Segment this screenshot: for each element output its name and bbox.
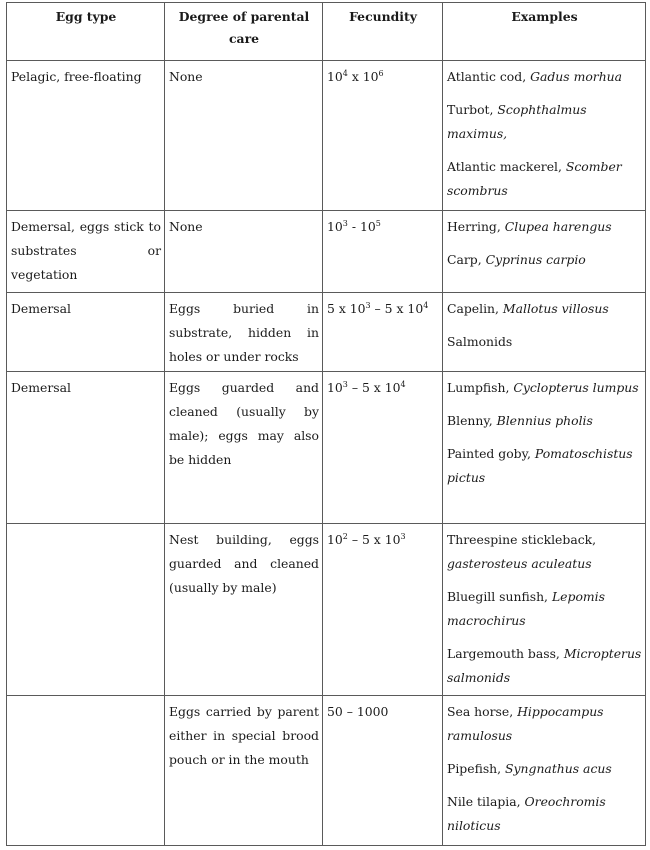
table-row bbox=[7, 61, 646, 211]
example-species bbox=[447, 757, 642, 781]
common-name: Carp, bbox=[447, 252, 486, 267]
common-name: Herring, bbox=[447, 219, 505, 234]
example-species bbox=[447, 700, 642, 748]
examples-cell bbox=[443, 211, 646, 293]
fecundity-cell bbox=[323, 293, 443, 372]
common-name: Lumpfish, bbox=[447, 380, 514, 395]
common-name: Atlantic cod, bbox=[447, 69, 531, 84]
example-species bbox=[447, 65, 642, 89]
example-species bbox=[447, 215, 642, 239]
common-name: Pipefish, bbox=[447, 761, 506, 776]
fecundity-a: 10 bbox=[327, 532, 343, 547]
header-examples: Examples bbox=[443, 3, 646, 61]
fecundity-a-exp: 3 bbox=[342, 219, 348, 228]
latin-name: Syngnathus acus bbox=[505, 761, 612, 776]
examples-cell bbox=[443, 61, 646, 211]
fecundity-a: 5 x 10 bbox=[327, 301, 366, 316]
example-species bbox=[447, 155, 642, 203]
fecundity-cell bbox=[323, 211, 443, 293]
fecundity-b-exp: 4 bbox=[423, 301, 429, 310]
egg-type-table bbox=[6, 2, 646, 846]
fecundity-a-exp: 4 bbox=[342, 69, 348, 78]
example-species bbox=[447, 642, 642, 690]
fecundity-a: 10 bbox=[327, 380, 343, 395]
fecundity-cell bbox=[323, 524, 443, 696]
common-name: Sea horse, bbox=[447, 704, 518, 719]
latin-name: Hippocampus ramulosus bbox=[447, 704, 604, 743]
common-name: Nile tilapia, bbox=[447, 794, 525, 809]
table-row bbox=[7, 211, 646, 293]
fecundity-b-exp: 6 bbox=[378, 69, 384, 78]
fecundity-a: 50 – 1000 bbox=[327, 704, 389, 719]
common-name: Threespine stickleback, bbox=[447, 532, 597, 547]
common-name: Turbot, bbox=[447, 102, 498, 117]
latin-name: Blennius pholis bbox=[496, 413, 593, 428]
common-name: Blenny, bbox=[447, 413, 497, 428]
header-parental-care: Degree of parental care bbox=[165, 3, 323, 61]
latin-name: Lepomis macrochirus bbox=[447, 589, 605, 628]
common-name: Atlantic mackerel, bbox=[447, 159, 566, 174]
egg-type-cell bbox=[7, 696, 165, 846]
parental-care-cell: Nest building, eggs guarded and cleaned (usually by male) bbox=[165, 524, 323, 696]
latin-name: gasterosteus aculeatus bbox=[447, 556, 592, 571]
examples-cell bbox=[443, 372, 646, 524]
fecundity-a: 10 bbox=[327, 219, 343, 234]
header-row bbox=[7, 3, 646, 61]
fecundity-b-exp: 5 bbox=[375, 219, 381, 228]
parental-care-cell: Eggs buried in substrate, hidden in holes or under rocks bbox=[165, 293, 323, 372]
fecundity-cell bbox=[323, 372, 443, 524]
example-species bbox=[447, 585, 642, 633]
fecundity-cell bbox=[323, 61, 443, 211]
fecundity-sep: – 5 x 10 bbox=[347, 380, 401, 395]
fecundity-b-exp: 4 bbox=[400, 380, 406, 389]
header-egg-type: Egg type bbox=[7, 3, 165, 61]
common-name: Painted goby, bbox=[447, 446, 535, 461]
latin-name: Mallotus villosus bbox=[502, 301, 609, 316]
egg-type-cell: Pelagic, free-floating bbox=[7, 61, 165, 211]
latin-name: Clupea harengus bbox=[504, 219, 612, 234]
egg-type-cell: Demersal, eggs stick to substrates or vegetation bbox=[7, 211, 165, 293]
common-name: Largemouth bass, bbox=[447, 646, 564, 661]
example-species bbox=[447, 248, 642, 272]
fecundity-sep: – 5 x 10 bbox=[370, 301, 424, 316]
examples-cell bbox=[443, 293, 646, 372]
egg-type-cell bbox=[7, 524, 165, 696]
latin-name: Cyclopterus lumpus bbox=[513, 380, 639, 395]
parental-care-cell: Eggs carried by parent either in special brood pouch or in the mouth bbox=[165, 696, 323, 846]
table-row bbox=[7, 524, 646, 696]
examples-cell bbox=[443, 524, 646, 696]
egg-type-cell: Demersal bbox=[7, 293, 165, 372]
example-species bbox=[447, 790, 642, 838]
fecundity-a-exp: 3 bbox=[365, 301, 371, 310]
parental-care-cell: None bbox=[165, 211, 323, 293]
common-name: Salmonids bbox=[447, 334, 513, 349]
fecundity-sep: x 10 bbox=[347, 69, 379, 84]
latin-name: Pomatoschistus pictus bbox=[447, 446, 633, 485]
table-row bbox=[7, 372, 646, 524]
example-species bbox=[447, 528, 642, 576]
table-row bbox=[7, 696, 646, 846]
common-name: Bluegill sunfish, bbox=[447, 589, 552, 604]
example-species bbox=[447, 297, 642, 321]
latin-name: Oreochromis niloticus bbox=[447, 794, 606, 833]
parental-care-cell: Eggs guarded and cleaned (usually by male); eggs may also be hidden bbox=[165, 372, 323, 524]
parental-care-cell: None bbox=[165, 61, 323, 211]
fecundity-sep: - 10 bbox=[347, 219, 376, 234]
latin-name: Micropterus salmonids bbox=[447, 646, 642, 685]
latin-name: Gadus morhua bbox=[530, 69, 623, 84]
table-row bbox=[7, 293, 646, 372]
fecundity-cell bbox=[323, 696, 443, 846]
fecundity-b-exp: 3 bbox=[400, 532, 406, 541]
example-species bbox=[447, 409, 642, 433]
example-species bbox=[447, 376, 642, 400]
fecundity-sep: – 5 x 10 bbox=[347, 532, 401, 547]
fecundity-a: 10 bbox=[327, 69, 343, 84]
latin-name: Scophthalmus maximus, bbox=[447, 102, 587, 141]
example-species bbox=[447, 330, 642, 354]
fecundity-a-exp: 3 bbox=[342, 380, 348, 389]
egg-type-cell: Demersal bbox=[7, 372, 165, 524]
example-species bbox=[447, 98, 642, 146]
latin-name: Cyprinus carpio bbox=[485, 252, 586, 267]
common-name: Capelin, bbox=[447, 301, 503, 316]
example-species bbox=[447, 442, 642, 490]
fecundity-a-exp: 2 bbox=[342, 532, 348, 541]
latin-name: Scomber scombrus bbox=[447, 159, 622, 198]
header-fecundity: Fecundity bbox=[323, 3, 443, 61]
examples-cell bbox=[443, 696, 646, 846]
